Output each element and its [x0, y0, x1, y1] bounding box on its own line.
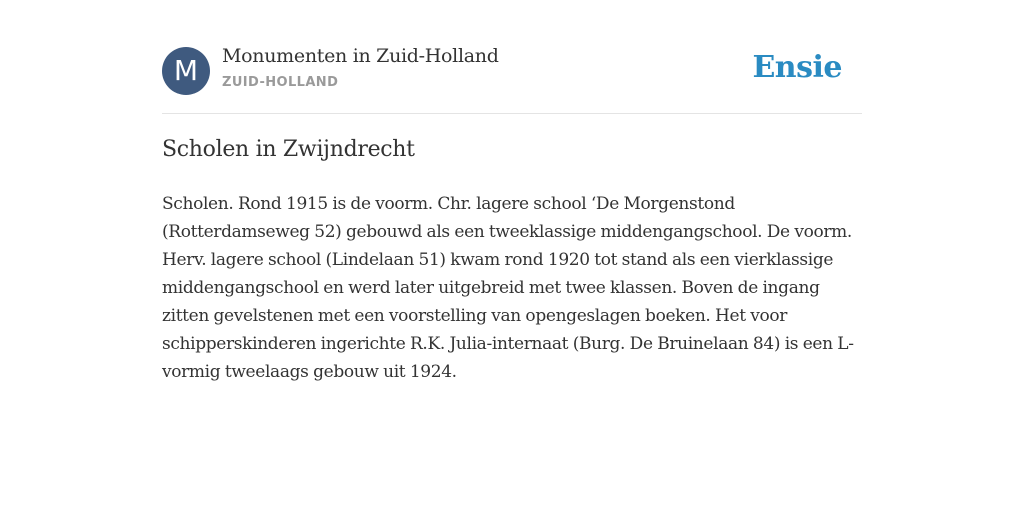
source-subtitle: ZUID-HOLLAND: [222, 75, 339, 90]
source-title-link[interactable]: Monumenten in Zuid-Holland: [222, 45, 499, 67]
article-body: Scholen. Rond 1915 is de voorm. Chr. lagere school ‘De Morgenstond (Rotterdamseweg 52) gebouwd als een tweeklassige middengangschool. De voorm. Herv. lagere school (Lindelaan 51) kwam rond 1920 tot stand als een vierklassige middengangschool en werd later uitgebreid met twee klassen. Boven de ingang zitten gevelstenen met een voorstelling van opengeslagen boeken. Het voor schipperskinderen ingerichte R.K. Julia-internaat (Burg. De Bruinelaan 84) is een L-vormig tweelaags gebouw uit 1924.: [162, 194, 854, 382]
brand-logo-link[interactable]: Ensie: [752, 50, 842, 85]
page: [162, 0, 862, 382]
header: [162, 0, 862, 114]
article-title: Scholen in Zwijndrecht: [162, 137, 415, 162]
avatar[interactable]: M: [162, 47, 210, 95]
